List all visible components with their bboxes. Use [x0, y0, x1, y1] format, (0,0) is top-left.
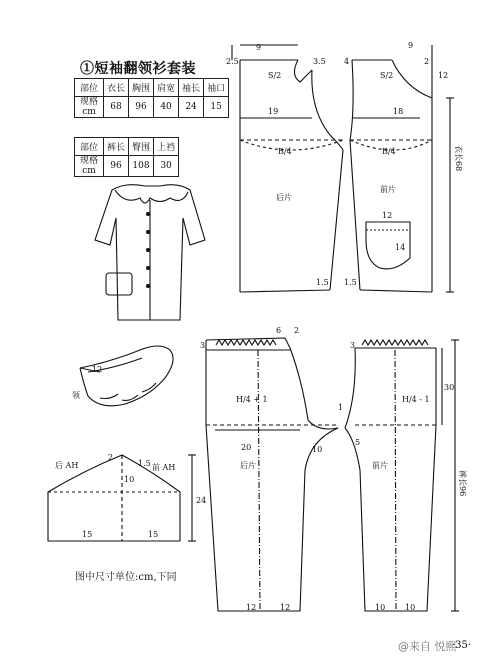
- sleeve-dim-24: 24: [196, 496, 207, 505]
- value-cell: 96: [104, 156, 129, 177]
- sleeve-dim-2: 2: [108, 453, 114, 462]
- value-cell: 15: [204, 97, 229, 118]
- sleeve-front-ah: 前 AH: [152, 463, 176, 472]
- header-cell: 臀围: [129, 138, 154, 156]
- page-number: ·35·: [452, 640, 472, 651]
- waist-dim-6: 6: [276, 326, 282, 335]
- bust-quarter-front: B/4: [382, 147, 396, 156]
- hip-quarter-back: H/4 + 1: [236, 395, 268, 404]
- row-label: 规格 cm: [75, 97, 104, 118]
- crotch-20: 20: [241, 443, 252, 452]
- dim-top-mid-4: 4: [344, 57, 350, 66]
- value-cell: 108: [129, 156, 154, 177]
- sleeve-hem-15-left: 15: [82, 530, 93, 539]
- dim-top-left-25: 2.5: [226, 57, 239, 66]
- value-cell: 24: [179, 97, 204, 118]
- trouser-hem-12b: 12: [280, 603, 291, 612]
- watermark: @来自 悦熙: [398, 640, 457, 653]
- page-title: ①短袖翻领衫套装: [80, 61, 196, 77]
- crotch-1: 1: [338, 403, 344, 412]
- sleeve-dim-10: 10: [124, 475, 135, 484]
- dim-18: 18: [393, 107, 404, 116]
- header-cell: 肩宽: [154, 79, 179, 97]
- back-trousers: [206, 338, 338, 611]
- header-cell: 裤长: [104, 138, 129, 156]
- value-cell: 30: [154, 156, 179, 177]
- trouser-back-label: 后片: [240, 461, 256, 470]
- shirt-sketch: [95, 185, 205, 320]
- header-cell: 袖长: [179, 79, 204, 97]
- dim-top-left-9: 9: [256, 43, 262, 52]
- pocket-width: 12: [382, 211, 393, 220]
- pants-length-label: 裤长96: [458, 470, 467, 497]
- row-label: 规格 cm: [75, 156, 104, 177]
- trouser-hem-10a: 10: [375, 603, 386, 612]
- hem-15-front: 1.5: [344, 278, 357, 287]
- pocket-height: 14: [395, 243, 406, 252]
- sleeve-back-ah: 后 AH: [55, 461, 79, 470]
- waist-dim-2: 2: [294, 326, 300, 335]
- bust-quarter-back: B/4: [278, 147, 292, 156]
- trouser-hem-12a: 12: [246, 603, 257, 612]
- trouser-front-label: 前片: [372, 461, 388, 470]
- header-cell: 衣长: [104, 79, 129, 97]
- sleeve-hem-15-right: 15: [148, 530, 159, 539]
- rise-30: 30: [444, 383, 455, 392]
- garment-length-label: 衣长68: [454, 145, 463, 172]
- dim-top-left-35: 3.5: [313, 57, 326, 66]
- collar-label: 领: [72, 391, 80, 400]
- hip-quarter-front: H/4 - 1: [402, 395, 430, 404]
- header-cell: 上裆: [154, 138, 179, 156]
- hem-15-back: 1.5: [316, 278, 329, 287]
- unit-note: 图中尺寸单位:cm,下同: [75, 572, 177, 583]
- dim-19: 19: [268, 107, 279, 116]
- front-piece-label: 前片: [380, 185, 396, 194]
- dim-top-right-2: 2: [424, 57, 430, 66]
- header-cell: 袖口: [204, 79, 229, 97]
- trouser-hem-10b: 10: [405, 603, 416, 612]
- value-cell: 40: [154, 97, 179, 118]
- front-bodice: [350, 45, 454, 292]
- waist-dim-3-right: 3: [350, 341, 356, 350]
- collar-piece: [80, 346, 173, 406]
- value-cell: 68: [104, 97, 129, 118]
- dim-right-12: 12: [438, 71, 449, 80]
- dim-top-right-9: 9: [408, 41, 414, 50]
- value-cell: 96: [129, 97, 154, 118]
- back-piece-label: 后片: [276, 193, 292, 202]
- header-cell: 部位: [75, 138, 104, 156]
- header-cell: 部位: [75, 79, 104, 97]
- header-cell: 胸围: [129, 79, 154, 97]
- crotch-10: 10: [312, 445, 323, 454]
- back-bodice: [232, 45, 343, 292]
- shoulder-half-back: S/2: [268, 71, 282, 80]
- shoulder-half-front: S/2: [380, 71, 394, 80]
- collar-dim-12: 12: [92, 365, 103, 374]
- front-trousers: [345, 340, 459, 611]
- sleeve-dim-15: 1.5: [138, 459, 151, 468]
- crotch-5: 5: [355, 438, 361, 447]
- waist-dim-3-left: 3: [200, 341, 206, 350]
